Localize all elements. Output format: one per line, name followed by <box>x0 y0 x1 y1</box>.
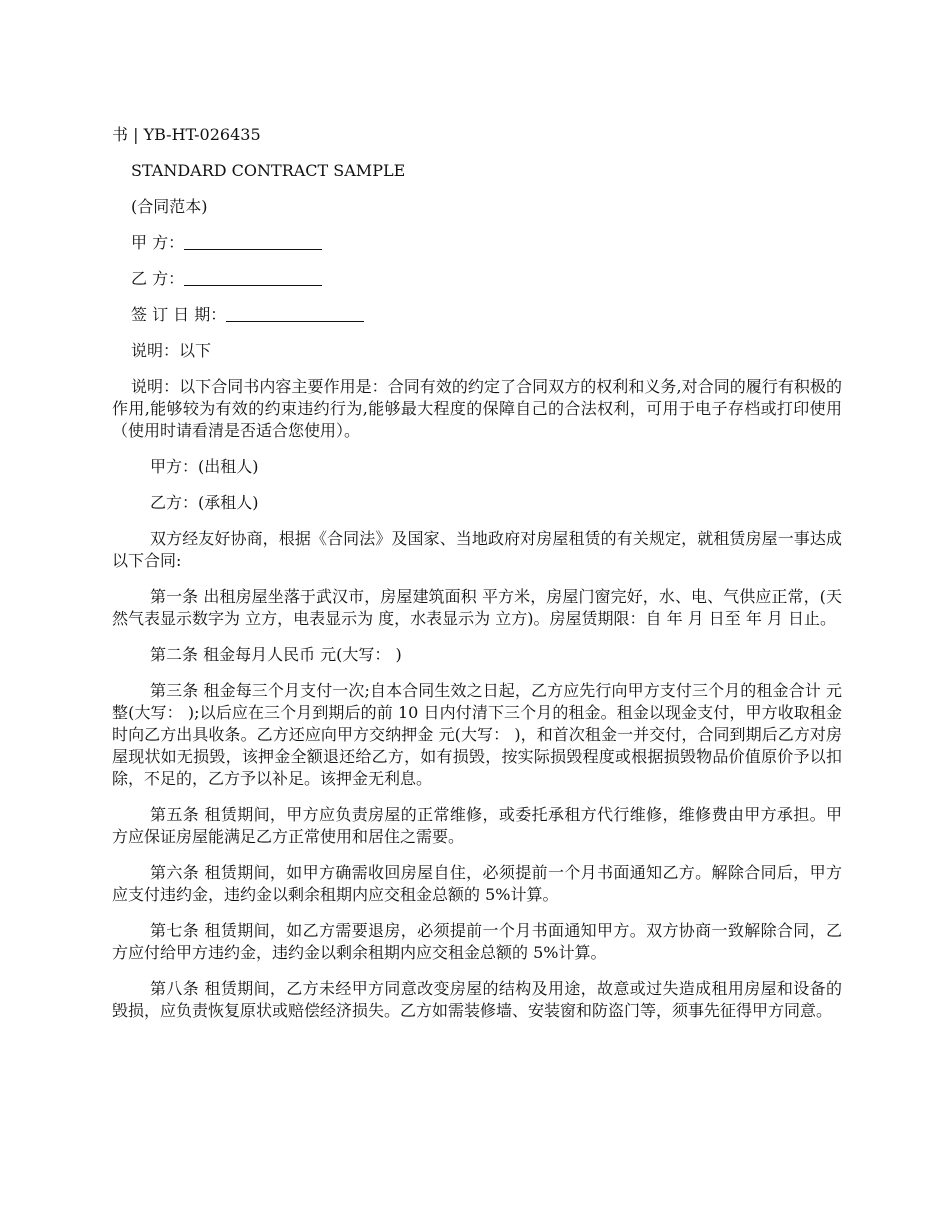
sign-date-blank <box>226 305 364 322</box>
sign-date-line <box>112 304 842 326</box>
document-id: 书 | YB-HT-026435 <box>112 125 261 144</box>
clause-2: 第二条 租金每月人民币 元(大写： ) <box>150 645 402 664</box>
party-b-line <box>112 268 842 290</box>
note-full: 说明：以下合同书内容主要作用是：合同有效的约定了合同双方的权利和义务,对合同的履行有积极的作用,能够较为有效的约束违约行为,能够最大程度的保障自己的合法权利，可用于电子存档或打印使用（使用时请看清是否适合您使用）。 <box>112 377 842 440</box>
clause-1: 第一条 出租房屋坐落于武汉市，房屋建筑面积 平方米，房屋门窗完好，水、电、气供应正常，(天然气表显示数字为 立方，电表显示为 度，水表显示为 立方)。房屋赁期限：自 年 月 日至 年 月 日止。 <box>112 587 842 628</box>
party-a-line <box>112 232 842 254</box>
party-b-blank <box>184 269 322 286</box>
clause-3: 第三条 租金每三个月支付一次;自本合同生效之日起，乙方应先行向甲方支付三个月的租金合计 元整(大写： );以后应在三个月到期后的前 10 日内付清下三个月的租金。租金以现金支付，甲方收取租金时向乙方出具收条。乙方还应向甲方交纳押金 元(大写： )，和首次租金一并交付，合同到期后乙方对房屋现状如无损毁，该押金全额退还给乙方，如有损毁，按实际损毁程度或根据损毁物品价值原价予以扣除，不足的，乙方予以补足。该押金无利息。 <box>112 681 842 788</box>
clause-5: 第五条 租赁期间，甲方应负责房屋的正常维修，或委托承租方代行维修，维修费由甲方承担。甲方应保证房屋能满足乙方正常使用和居住之需要。 <box>112 805 842 846</box>
clause-8: 第八条 租赁期间，乙方未经甲方同意改变房屋的结构及用途，故意或过失造成租用房屋和设备的毁损，应负责恢复原状或赔偿经济损失。乙方如需装修墙、安装窗和防盗门等，须事先征得甲方同意。 <box>112 979 842 1020</box>
title-chinese: (合同范本) <box>131 197 208 216</box>
party-b-label: 乙 方： <box>131 269 185 288</box>
note-short: 说明：以下 <box>131 341 212 360</box>
party-a-label: 甲 方： <box>131 233 185 252</box>
sign-date-label: 签 订 日 期： <box>131 305 227 324</box>
document-page <box>112 124 842 1036</box>
lessor-line: 甲方：(出租人) <box>150 457 259 476</box>
party-a-blank <box>184 233 322 250</box>
title-english: STANDARD CONTRACT SAMPLE <box>131 161 406 180</box>
clause-7: 第七条 租赁期间，如乙方需要退房，必须提前一个月书面通知甲方。双方协商一致解除合同，乙方应付给甲方违约金，违约金以剩余租期内应交租金总额的 5%计算。 <box>112 921 842 962</box>
lessee-line: 乙方：(承租人) <box>150 493 259 512</box>
preamble: 双方经友好协商，根据《合同法》及国家、当地政府对房屋租赁的有关规定，就租赁房屋一事达成以下合同: <box>112 529 842 570</box>
clause-6: 第六条 租赁期间，如甲方确需收回房屋自住，必须提前一个月书面通知乙方。解除合同后，甲方应支付违约金，违约金以剩余租期内应交租金总额的 5%计算。 <box>112 863 842 904</box>
